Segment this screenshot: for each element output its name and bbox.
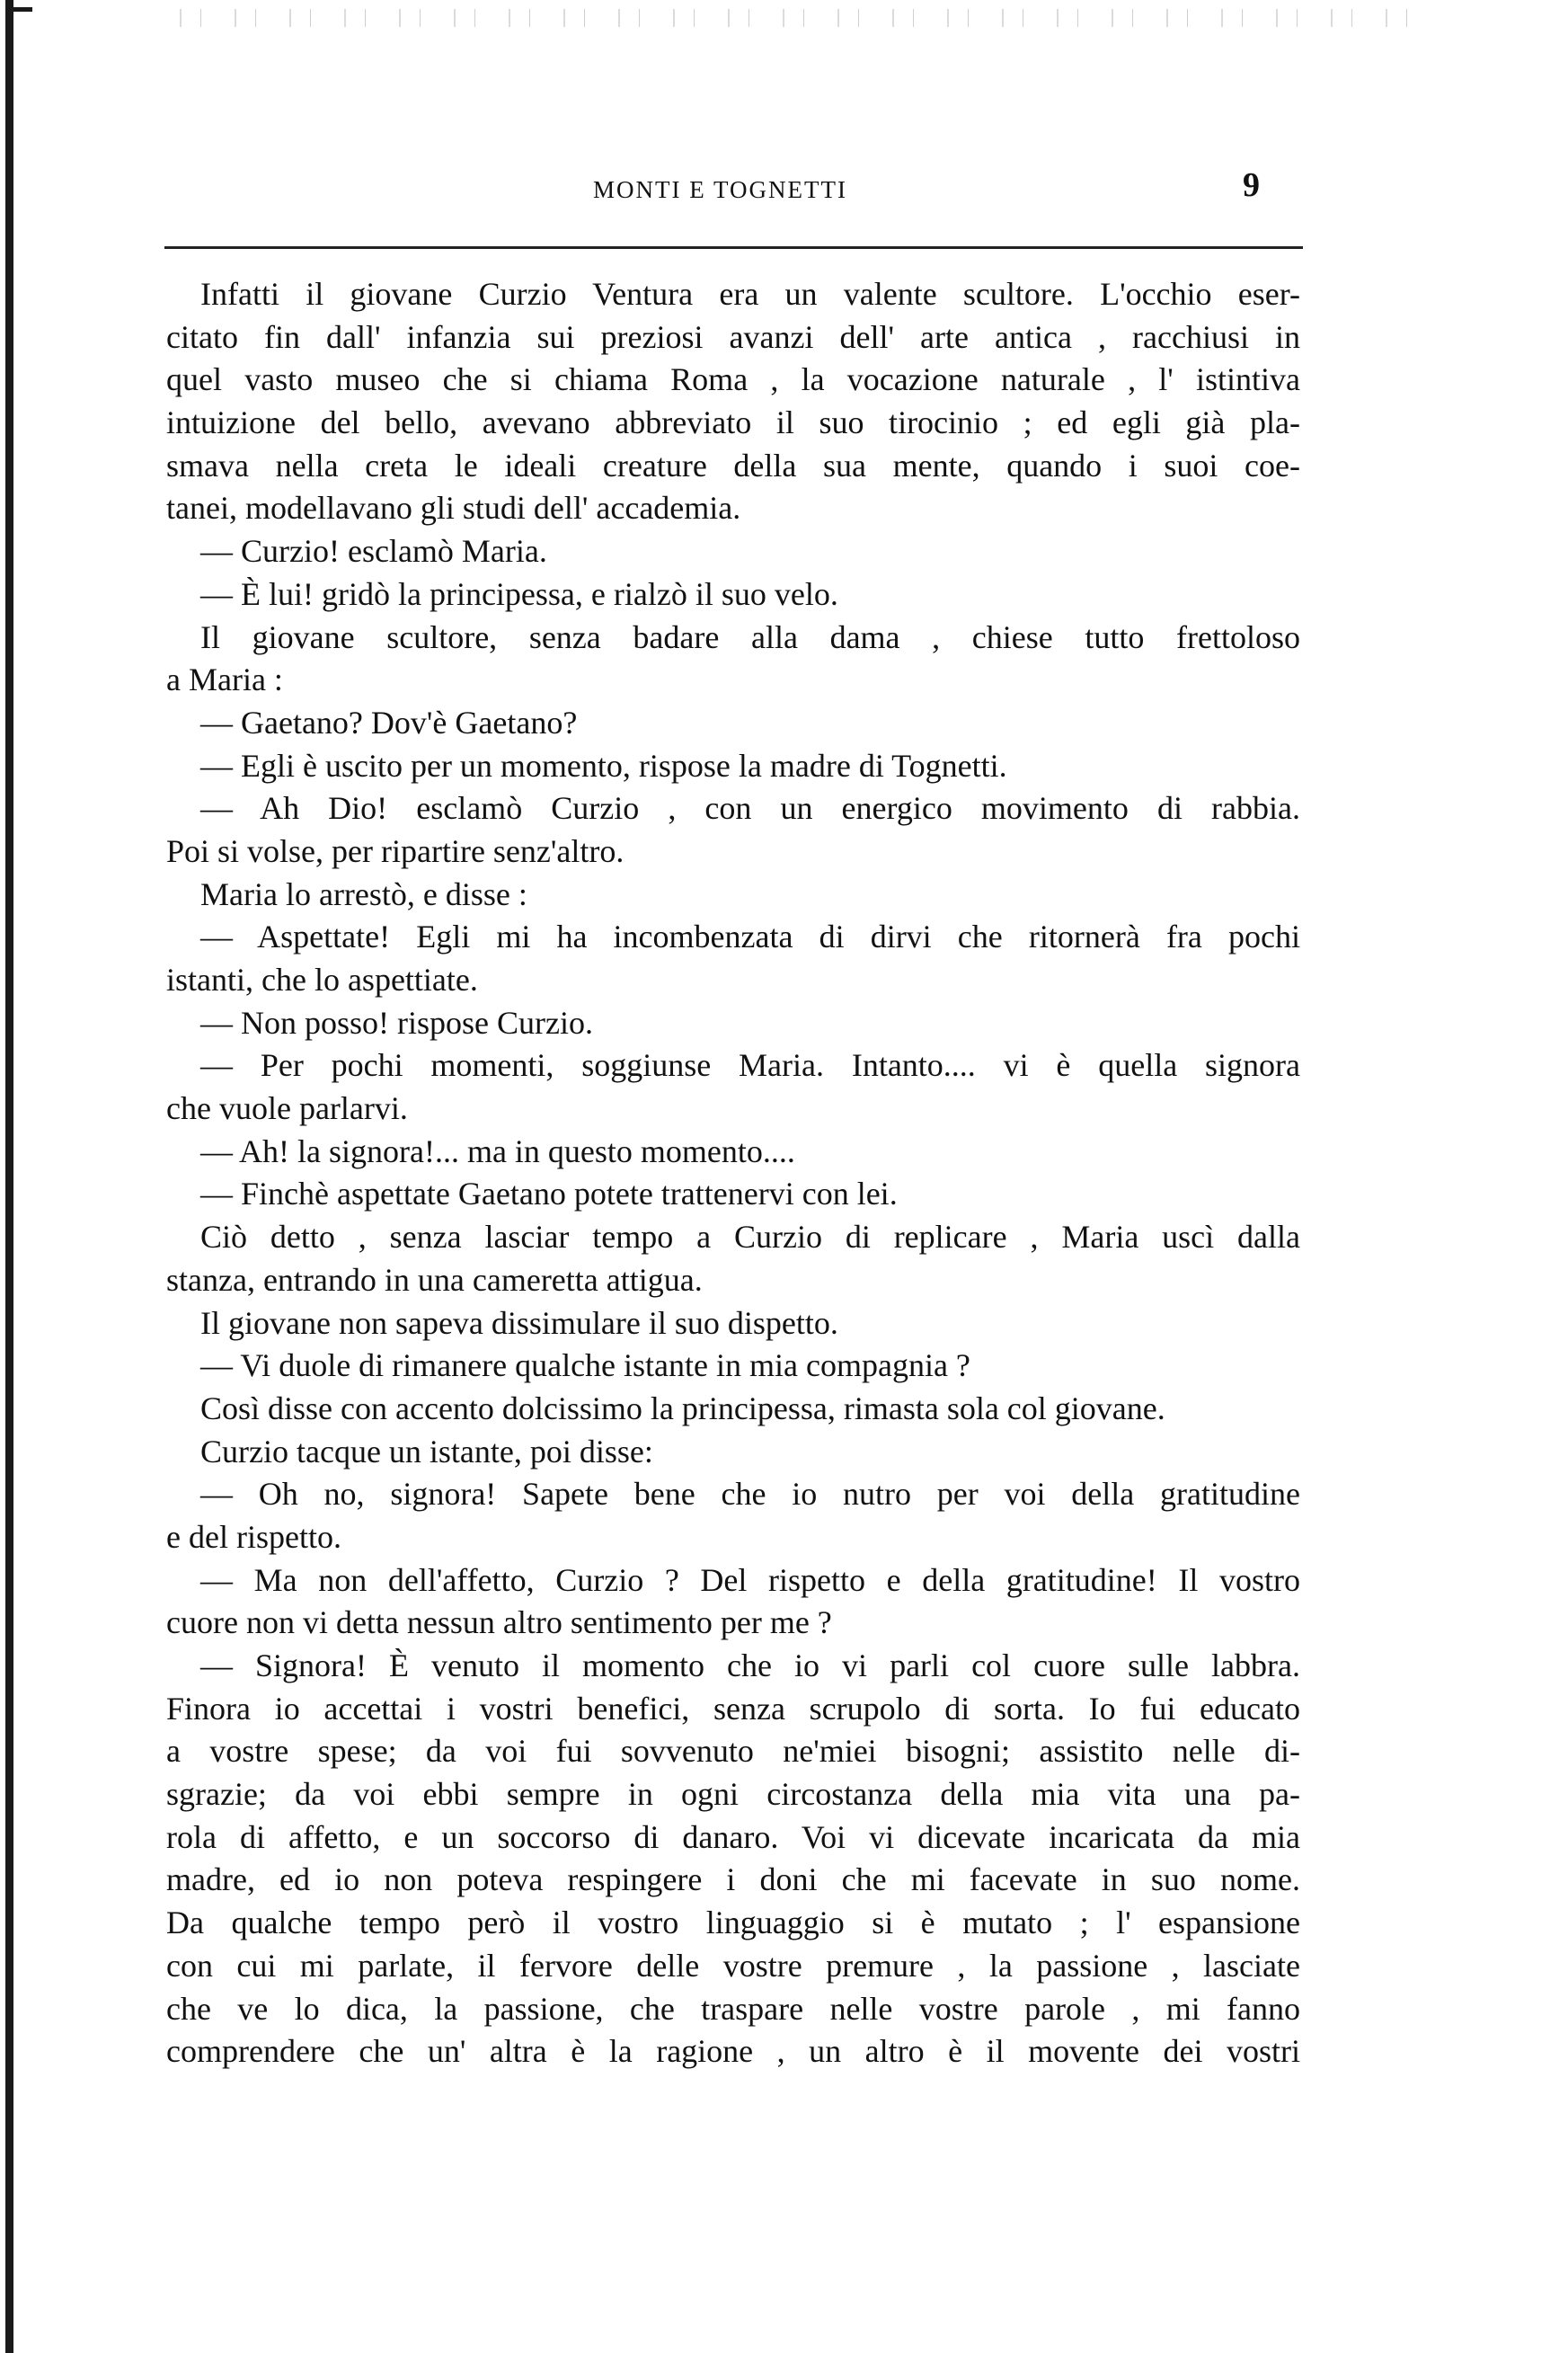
text-line: — Oh no, signora! Sapete bene che io nutro per voi della gratitudine	[200, 1476, 1300, 1513]
paragraph	[166, 745, 1300, 788]
paragraph	[166, 1473, 1300, 1558]
text-line: tanei, modellavano gli studi dell' accademia.	[166, 490, 741, 527]
page-number: 9	[1243, 166, 1260, 204]
text-line: che vuole parlarvi.	[166, 1090, 408, 1127]
text-line: — Ah Dio! esclamò Curzio , con un energico movimento di rabbia.	[200, 790, 1300, 827]
text-line: Il giovane scultore, senza badare alla dama , chiese tutto frettoloso	[200, 618, 1300, 655]
scan-noise	[180, 9, 1420, 27]
paragraph	[166, 1645, 1300, 2073]
text-line: citato fin dall' infanzia sui preziosi avanzi dell' arte antica , racchiusi in	[166, 318, 1300, 355]
text-line: Curzio tacque un istante, poi disse:	[200, 1433, 653, 1470]
paragraph	[166, 1388, 1300, 1431]
scan-edge	[5, 0, 13, 2353]
text-line: — Per pochi momenti, soggiunse Maria. Intanto.... vi è quella signora	[200, 1047, 1300, 1084]
paragraph	[166, 1559, 1300, 1645]
text-line: Così disse con accento dolcissimo la principessa, rimasta sola col giovane.	[200, 1390, 1165, 1426]
text-line: comprendere che un' altra è la ragione , un altro è il movente dei vostri	[166, 2033, 1300, 2070]
paragraph	[166, 702, 1300, 745]
text-line: Maria lo arrestò, e disse :	[200, 875, 527, 912]
text-line: — Gaetano? Dov'è Gaetano?	[200, 704, 578, 741]
text-line: sgrazie; da voi ebbi sempre in ogni circostanza della mia vita una pa-	[166, 1776, 1300, 1813]
text-line: cuore non vi detta nessun altro sentimento per me ?	[166, 1604, 832, 1641]
paragraph	[166, 1173, 1300, 1216]
paragraph	[166, 1345, 1300, 1388]
text-line: Finora io accettai i vostri benefici, senza scrupolo di sorta. Io fui educato	[166, 1690, 1300, 1727]
text-line: rola di affetto, e un soccorso di danaro. Voi vi dicevate incaricata da mia	[166, 1818, 1300, 1855]
text-line: — Aspettate! Egli mi ha incombenzata di dirvi che ritornerà fra pochi	[200, 919, 1300, 955]
text-line: intuizione del bello, avevano abbreviato il suo tirocinio ; ed egli già pla-	[166, 404, 1300, 441]
text-line: — Finchè aspettate Gaetano potete trattenervi con lei.	[200, 1176, 898, 1212]
text-line: con cui mi parlate, il fervore delle vostre premure , la passione , lasciate	[166, 1947, 1300, 1984]
paragraph	[166, 273, 1300, 530]
paragraph	[166, 787, 1300, 873]
text-line: a vostre spese; da voi fui sovvenuto ne'miei bisogni; assistito nelle di-	[166, 1733, 1300, 1770]
text-line: quel vasto museo che si chiama Roma , la vocazione naturale , l' istintiva	[166, 361, 1300, 398]
paragraph	[166, 1044, 1300, 1130]
paragraph	[166, 1131, 1300, 1174]
text-line: Poi si volse, per ripartire senz'altro.	[166, 832, 625, 869]
scan-edge-mark	[5, 7, 32, 12]
text-line: che ve lo dica, la passione, che traspare nelle vostre parole , mi fanno	[166, 1990, 1300, 2027]
text-line: Ciò detto , senza lasciar tempo a Curzio di replicare , Maria uscì dalla	[200, 1219, 1300, 1256]
paragraph	[166, 1431, 1300, 1474]
paragraph	[166, 530, 1300, 573]
text-line: smava nella creta le ideali creature della sua mente, quando i suoi coe-	[166, 447, 1300, 484]
running-head: MONTI E TOGNETTI	[593, 176, 847, 203]
paragraph	[166, 874, 1300, 917]
paragraph	[166, 1302, 1300, 1345]
text-line: — È lui! gridò la principessa, e rialzò il suo velo.	[200, 575, 838, 612]
text-line: madre, ed io non poteva respingere i doni che mi facevate in suo nome.	[166, 1861, 1300, 1898]
paragraph	[166, 916, 1300, 1001]
paragraph	[166, 617, 1300, 702]
text-line: — Vi duole di rimanere qualche istante in mia compagnia ?	[200, 1347, 970, 1384]
text-line: — Egli è uscito per un momento, rispose la madre di Tognetti.	[200, 747, 1007, 784]
text-line: istanti, che lo aspettiate.	[166, 962, 478, 998]
text-line: stanza, entrando in una cameretta attigua.	[166, 1261, 703, 1298]
text-line: Da qualche tempo però il vostro linguaggio si è mutato ; l' espansione	[166, 1905, 1300, 1941]
text-line: e del rispetto.	[166, 1518, 341, 1555]
text-line: Infatti il giovane Curzio Ventura era un valente scultore. L'occhio eser-	[200, 276, 1300, 312]
paragraph	[166, 1002, 1300, 1045]
paragraph	[166, 573, 1300, 617]
text-line: — Ah! la signora!... ma in questo momento....	[200, 1132, 795, 1169]
text-line: — Non posso! rispose Curzio.	[200, 1004, 593, 1041]
paragraph	[166, 1216, 1300, 1301]
header-rule	[164, 246, 1303, 249]
text-line: — Ma non dell'affetto, Curzio ? Del rispetto e della gratitudine! Il vostro	[200, 1561, 1300, 1598]
text-line: — Curzio! esclamò Maria.	[200, 533, 547, 570]
body-text	[166, 273, 1300, 2073]
text-line: Il giovane non sapeva dissimulare il suo dispetto.	[200, 1304, 838, 1341]
text-line: a Maria :	[166, 662, 283, 698]
text-line: — Signora! È venuto il momento che io vi parli col cuore sulle labbra.	[200, 1647, 1300, 1683]
